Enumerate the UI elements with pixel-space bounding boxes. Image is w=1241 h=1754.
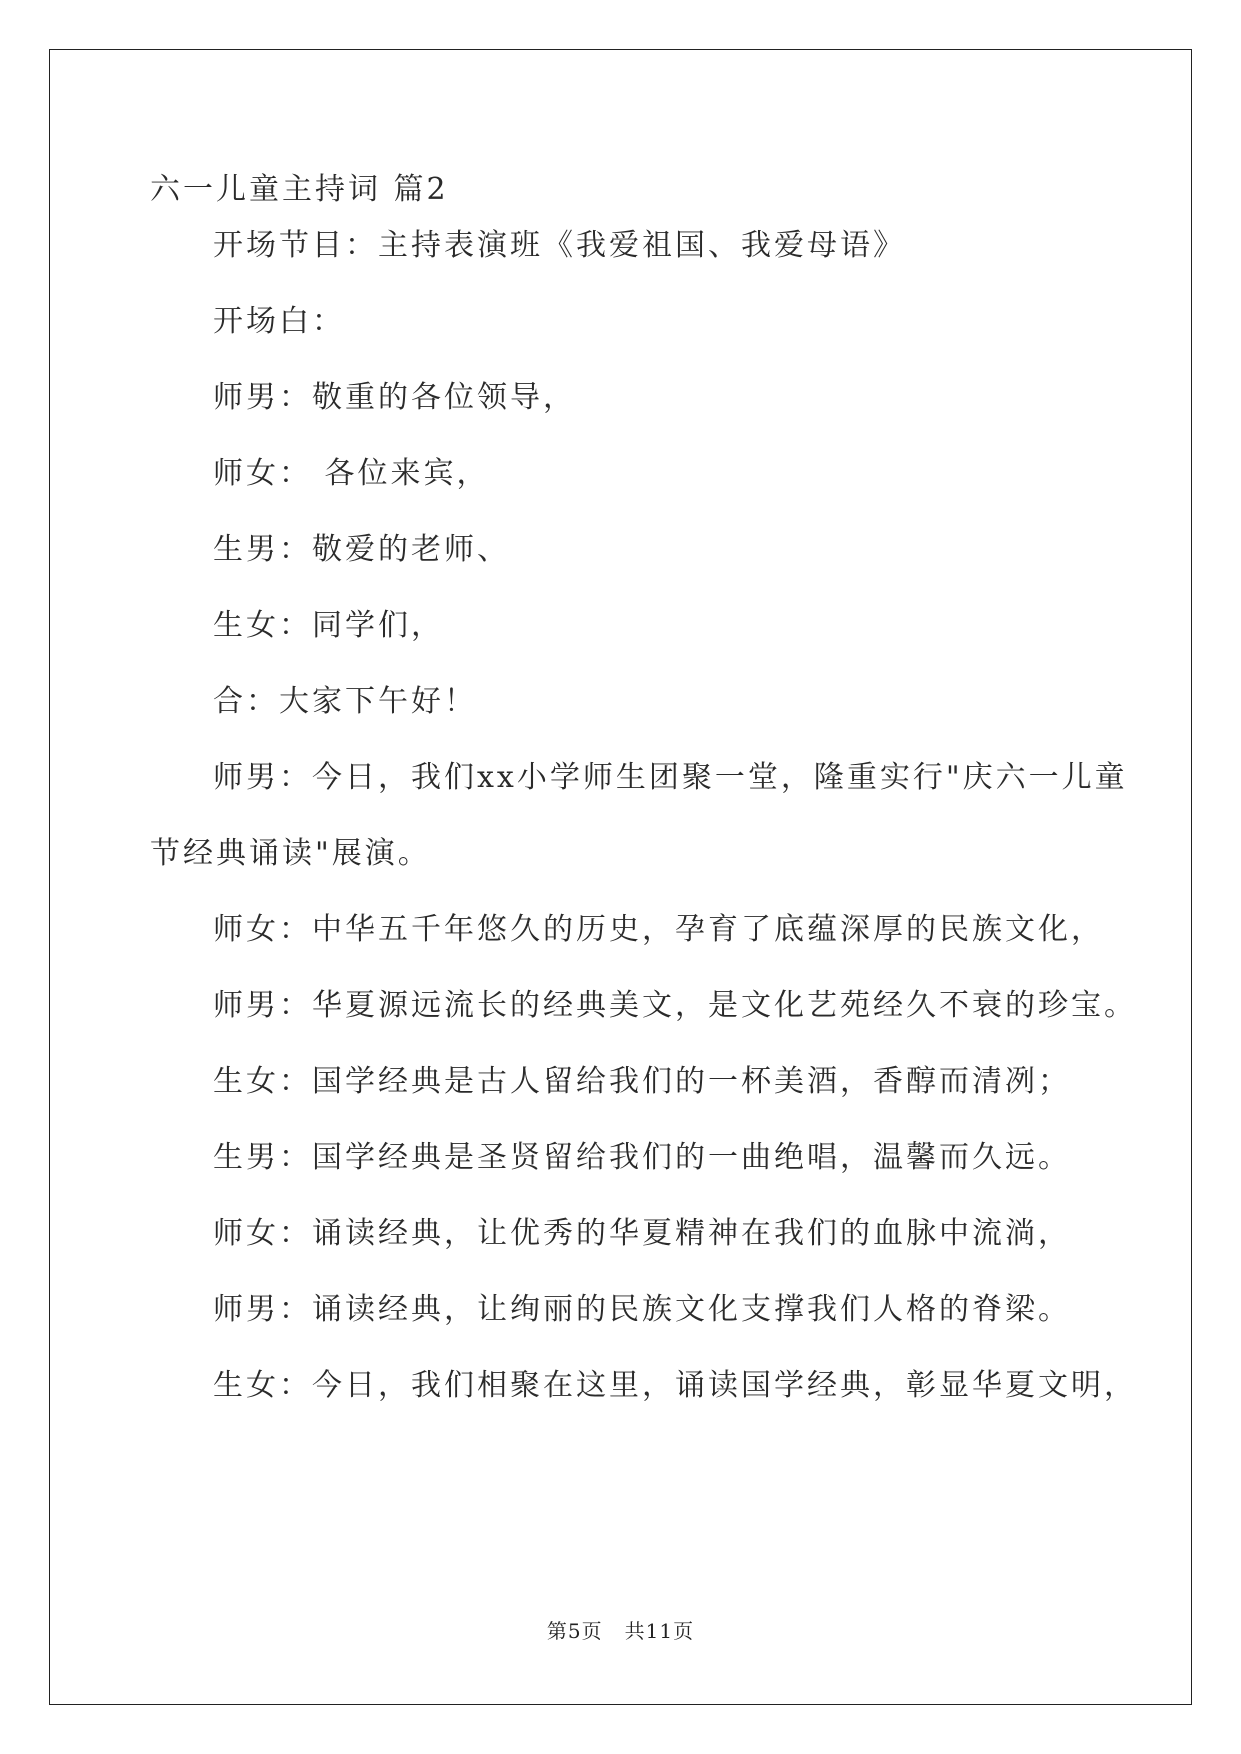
page-total: 共11页 <box>624 1619 695 1643</box>
paragraph-line: 师男：敬重的各位领导， <box>213 380 576 415</box>
paragraph-line: 生女：同学们， <box>213 608 444 643</box>
paragraph-line: 师男：华夏源远流长的经典美文，是文化艺苑经久不衰的珍宝。 <box>213 988 1137 1023</box>
paragraph-line: 师女：中华五千年悠久的历史，孕育了底蕴深厚的民族文化， <box>213 912 1104 947</box>
paragraph-line: 生男：国学经典是圣贤留给我们的一曲绝唱，温馨而久远。 <box>213 1140 1071 1175</box>
page-frame <box>49 49 1192 1705</box>
paragraph-line: 生女：国学经典是古人留给我们的一杯美酒，香醇而清冽； <box>213 1064 1071 1099</box>
paragraph-line: 生女：今日，我们相聚在这里，诵读国学经典，彰显华夏文明， <box>213 1368 1137 1403</box>
paragraph-line: 师男：今日，我们xx小学师生团聚一堂，隆重实行"庆六一儿童 <box>213 760 1128 795</box>
paragraph-line: 师男：诵读经典，让绚丽的民族文化支撑我们人格的脊梁。 <box>213 1292 1071 1327</box>
paragraph-line: 生男：敬爱的老师、 <box>213 532 510 567</box>
page-footer <box>0 1615 1241 1644</box>
paragraph-line: 合：大家下午好！ <box>213 684 477 719</box>
page-number: 第5页 <box>546 1619 603 1643</box>
paragraph-line: 师女： 各位来宾， <box>213 456 490 491</box>
paragraph-line: 开场白： <box>213 304 345 339</box>
paragraph-line: 节经典诵读"展演。 <box>150 836 431 871</box>
document-title: 六一儿童主持词 篇2 <box>150 172 449 207</box>
paragraph-line: 开场节目：主持表演班《我爱祖国、我爱母语》 <box>213 228 906 263</box>
paragraph-line: 师女：诵读经典，让优秀的华夏精神在我们的血脉中流淌， <box>213 1216 1071 1251</box>
